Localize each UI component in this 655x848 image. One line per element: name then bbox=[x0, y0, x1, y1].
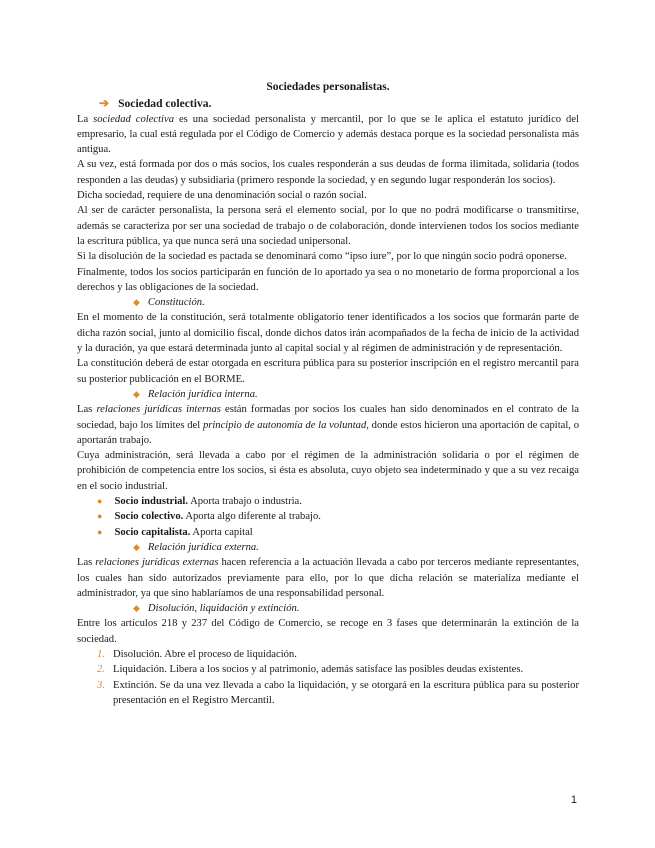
intro-paragraph-4: Al ser de carácter personalista, la persona será el elemento social, por lo que no podrá modificarse o transmitirse, además se caracteriza por ser una sociedad de trabajo o de colaboración, donde intervienen todos los socios mediante la escritura pública, ya que nunca será una sociedad unipersonal. bbox=[77, 205, 579, 247]
list-item: ● Socio industrial. Aporta trabajo o industria. bbox=[97, 494, 579, 509]
subheading-relacion-interna: ◆ Relación jurídica interna. bbox=[133, 387, 579, 402]
diamond-bullet-icon: ◆ bbox=[133, 541, 140, 552]
section-heading-text: Sociedad colectiva. bbox=[118, 97, 212, 111]
intro-paragraph-3: Dicha sociedad, requiere de una denominación social o razón social. bbox=[77, 190, 367, 202]
constitucion-paragraph-1: En el momento de la constitución, será totalmente obligatorio tener identificados a los socios que formarán parte de dicha razón social, junto al domicilio fiscal, donde dichos datos irán acompañados de la fecha de inicio de la actividad y la duración, ya que estará determinada junto al capital social y al régimen de administración y de representación. bbox=[77, 312, 579, 355]
diamond-bullet-icon: ◆ bbox=[133, 388, 140, 399]
intro-paragraph-5: Si la disolución de la sociedad es pactada se denominará como “ipso iure”, por lo que ningún socio podrá oponerse. bbox=[77, 251, 567, 263]
externa-paragraph-1: Las relaciones jurídicas externas hacen referencia a la actuación llevada a cabo por terceros mediante representantes, los cuales han sido autorizados previamente para ello, por lo que dicha relación se materializa mediante el administrador, ya que sino hablaríamos de una responsabilidad personal. bbox=[77, 557, 579, 599]
list-item: ● Socio colectivo. Aporta algo diferente al trabajo. bbox=[97, 509, 579, 524]
list-item: ● Socio capitalista. Aporta capital bbox=[97, 525, 579, 540]
arrow-right-icon: ➔ bbox=[99, 96, 110, 111]
diamond-bullet-icon: ◆ bbox=[133, 297, 140, 308]
bullet-icon: ● bbox=[97, 496, 103, 507]
constitucion-paragraph-2: La constitución deberá de estar otorgada en escritura pública para su posterior inscripción en el registro mercantil para su posterior publicación en el BORME. bbox=[77, 358, 579, 385]
intro-paragraph-6: Finalmente, todos los socios participarán en función de lo aportado ya sea o no monetario de forma proporcional a los derechos y las obligaciones de la sociedad. bbox=[77, 266, 579, 293]
disolucion-paragraph-1: Entre los artículos 218 y 237 del Código de Comercio, se recoge en 3 fases que determinarán la extinción de la sociedad. bbox=[77, 618, 579, 645]
list-item: 3. Extinción. Se da una vez llevada a cabo la liquidación, y se otorgará en la escritura pública para su posterior presentación en el Registro Mercantil. bbox=[97, 679, 579, 706]
interna-paragraph-2: Cuya administración, será llevada a cabo por el régimen de la administración solidaria o por el régimen de prohibición de competencia entre los socios, si ésta es absoluta, cuyo objeto sea indeterminado y que a su vez recaiga en el socio industrial. bbox=[77, 450, 579, 492]
list-item: 2. Liquidación. Libera a los socios y al patrimonio, además satisface las posibles deudas existentes. bbox=[97, 664, 524, 676]
intro-paragraph-1: La sociedad colectiva es una sociedad personalista y mercantil, por lo que se le aplica el estatuto jurídico del empresario, la cual está regulada por el Código de Comercio y además destaca porque es la sociedad personalista más antigua. bbox=[77, 113, 579, 156]
subheading-constitucion: ◆ Constitución. bbox=[133, 295, 579, 310]
fases-list bbox=[77, 647, 579, 708]
intro-paragraph-2: A su vez, está formada por dos o más socios, los cuales responderán a sus deudas de forma ilimitada, solidaria (todos responden a las deudas) y subsidiaria (primero responde la sociedad, y en segundo lugar responderán los socios). bbox=[77, 159, 579, 186]
interna-paragraph-1: Las relaciones jurídicas internas están formadas por socios los cuales han sido denominados en el contrato de la sociedad, bajo los límites del principio de autonomía de la voluntad, donde estos hicieron una aportación de capital, o aportarán trabajo. bbox=[77, 404, 579, 446]
section-heading bbox=[99, 96, 579, 111]
bullet-icon: ● bbox=[97, 511, 103, 522]
diamond-bullet-icon: ◆ bbox=[133, 603, 140, 614]
socios-list bbox=[77, 494, 579, 540]
bullet-icon: ● bbox=[97, 526, 103, 537]
document-page bbox=[77, 80, 579, 708]
page-number: 1 bbox=[570, 794, 577, 806]
subheading-relacion-externa: ◆ Relación jurídica externa. bbox=[133, 540, 579, 555]
subheading-disolucion: ◆ Disolución, liquidación y extinción. bbox=[133, 601, 579, 616]
list-item: 1. Disolución. Abre el proceso de liquidación. bbox=[97, 648, 297, 660]
page-title: Sociedades personalistas. bbox=[266, 81, 390, 93]
